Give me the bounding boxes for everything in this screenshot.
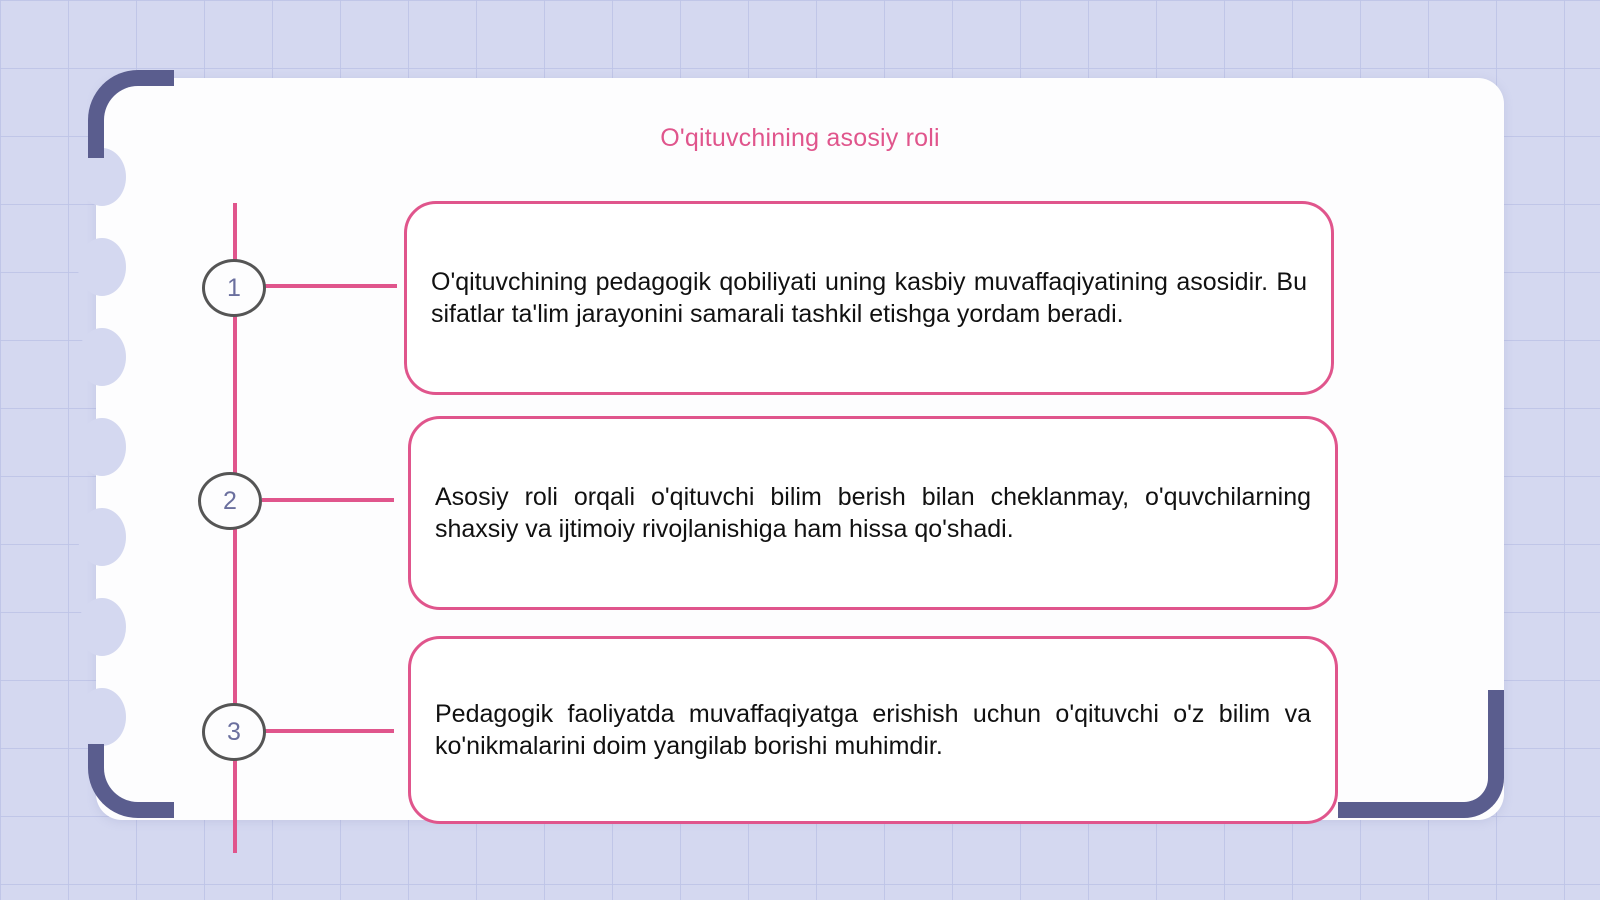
step-number-badge: 2 bbox=[198, 472, 262, 530]
card-text: Pedagogik faoliyatda muvaffaqiyatga erishish uchun o'qituvchi o'z bilim va ko'nikmalarini doim yangilab borishi muhimdir. bbox=[435, 700, 1311, 760]
step-number-badge: 1 bbox=[202, 259, 266, 317]
paper-notch bbox=[78, 238, 126, 296]
content-card bbox=[404, 201, 1334, 395]
timeline-connector bbox=[262, 498, 394, 502]
content-card bbox=[408, 416, 1338, 610]
content-card bbox=[408, 636, 1338, 824]
paper-notch bbox=[78, 688, 126, 746]
card-text: Asosiy roli orqali o'qituvchi bilim berish bilan cheklanmay, o'quvchilarning shaxsiy va ijtimoiy rivojlanishiga ham hissa qo'shadi. bbox=[435, 483, 1311, 543]
paper-notch bbox=[78, 598, 126, 656]
slide-title: O'qituvchining asosiy roli bbox=[660, 124, 940, 152]
step-number-badge: 3 bbox=[202, 703, 266, 761]
corner-bracket-bottom-right bbox=[1338, 690, 1504, 818]
paper-notch bbox=[78, 328, 126, 386]
card-text: O'qituvchining pedagogik qobiliyati uning kasbiy muvaffaqiyatining asosidir. Bu sifatlar ta'lim jarayonini samarali tashkil etishga yordam beradi. bbox=[431, 268, 1307, 328]
timeline-connector bbox=[264, 284, 397, 288]
paper-notch bbox=[78, 418, 126, 476]
timeline-connector bbox=[264, 729, 394, 733]
paper-notch bbox=[78, 508, 126, 566]
